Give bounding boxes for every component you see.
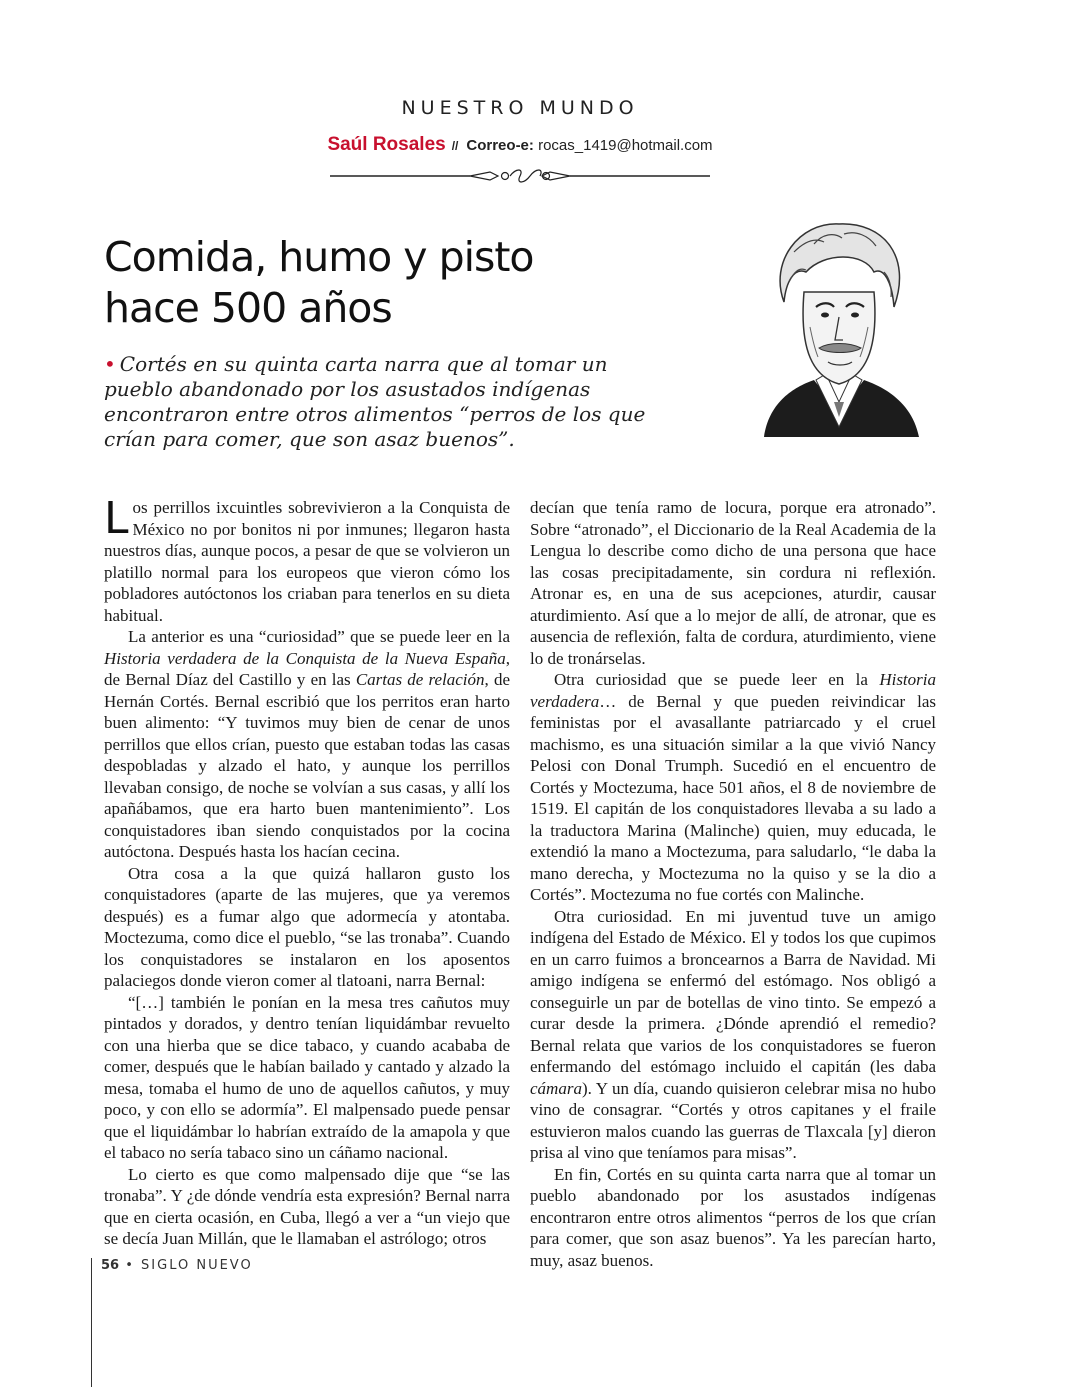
author-portrait-illustration xyxy=(744,212,934,437)
paragraph-6: Otra curiosidad que se puede leer en la Historia verdadera… de Bernal y que pueden reivindicar las feministas por el avasallante patriarcado y el cruel machismo, es una situación similar a la que vivió Nancy Pelosi con Donal Trumph. Sucedió en el encuentro de Cortés y Moctezuma, hace 501 años, el 8 de noviembre de 1519. El capitán de los conquistadores llevaba a su lado a la traductora Marina (Malinche) quien, muy educada, le extendió la mano a Moctezuma, para saludarlo, “le daba la mano derecha, y Moctezuma no la quiso y se la dio a Cortés”. Moctezuma no fue cortés con Malinche. xyxy=(530,670,936,904)
section-title: NUESTRO MUNDO xyxy=(401,97,639,119)
paragraph-8: En fin, Cortés en su quinta carta narra que al tomar un pueblo abandonado por los asustados indígenas encontraron entre otros alimentos “perros de los que crían para comer, que son asaz buenos”. Ya les parecían harto, muy, asaz buenos. xyxy=(530,1164,936,1270)
emphasis: cámara xyxy=(530,1078,582,1098)
byline-separator: // xyxy=(451,139,459,153)
footer-dot: • xyxy=(125,1258,135,1273)
article-column-right xyxy=(530,497,936,1271)
footer-rule xyxy=(91,1258,92,1387)
author-email: rocas_1419@hotmail.com xyxy=(538,137,713,154)
book-title: Cartas de relación xyxy=(355,670,485,689)
paragraph-7: Otra curiosidad. En mi juventud tuve un amigo indígena del Estado de México. El y todos los que cupimos en un carro fuimos a broncearnos a Barra de Navidad. Mi amigo indígena se enfermó del estómago. Nos obligó a conseguirle un par de botellas de vino tinto. Se empezó a curar desde la primera. ¿Dónde aprendió el remedio? Bernal relata que varios de los conquistadores se fueron enfermando del estómago incluido el capitán (les daba cámara). Y un día, cuando quisieron celebrar misa no hubo vino de consagrar. “Cortés y otros capitanes y el fraile estuvieron malos cuando las guerras de Tlaxcala [y] dieron prisa al vino que teníamos para misas”. xyxy=(530,906,936,1162)
paragraph-2: La anterior es una “curiosidad” que se puede leer en la Historia verdadera de la Conquista de la Nueva España, de Bernal Díaz del Castillo y en las Cartas de relación, de Hernán Cortés. Bernal escribió que los perritos eran harto buen alimento: “Y tuvimos muy bien de cenar de unos perrillos que ellos crían, puesto que estaban todas las casas despobladas y alzado el hato, y aunque los perrillos llevaban consigo, de noche se volvían a sus casas, y allí los apañábamos, que era harto buen mantenimiento”. Los conquistadores iban siendo conquistados por la cocina autóctona. Después hasta los hacían cecina. xyxy=(104,627,510,861)
book-title: Historia verdadera xyxy=(530,670,936,711)
article-lede xyxy=(104,352,664,452)
paragraph-5-continued: decían que tenía ramo de locura, porque era atronado”. Sobre “atronado”, el Diccionario de la Real Academia de la Lengua lo describe como dicho de una persona que hace las cosas precipitadamente, sin cordura ni reflexión. Atronar es, en una de sus acepciones, aturdir, causar aturdimiento. Así que a lo mejor de allí, de atronar, que es ausencia de reflexión, falta de cordura, aturdimiento, viene lo de tronárselas. xyxy=(530,498,936,668)
article-title-line-2: hace 500 años xyxy=(104,284,392,332)
page-footer xyxy=(101,1258,253,1273)
page-number: 56 xyxy=(101,1258,120,1273)
paragraph-3: Otra cosa a la que quizá hallaron gusto los conquistadores (aparte de las mujeres, que ya veremos después) es a fumar algo que adormecía y atontaba. Moctezuma, como dice el pueblo, “se las tronaba”. Cuando los conquistadores se instalaron en los aposentos palaciegos donde vieron comer al tlatoani, narra Bernal: xyxy=(104,863,510,990)
article-column-left xyxy=(104,493,510,1250)
publication-name: SIGLO NUEVO xyxy=(141,1258,253,1273)
book-title: Historia verdadera de la Conquista de la Nueva España xyxy=(104,648,506,668)
paragraph-5: Lo cierto es que como malpensado dije que “se las tronaba”. Y ¿de dónde vendría esta expresión? Bernal narra que en cierta ocasión, en Cuba, llegó a ver a “un viejo que se decía Juan Millán, que le llamaban el astrólogo; otros xyxy=(104,1164,510,1248)
email-label: Correo-e: xyxy=(466,137,534,154)
lede-bullet-icon: • xyxy=(104,352,116,376)
paragraph-4-quote: “[…] también le ponían en la mesa tres cañutos muy pintados y dorados, y dentro tenían liquidámbar revuelto con una hierba que se dice tabaco, y cuando acababa de comer, después que le habían bailado y cantado y alzado la mesa, tomaba el humo de uno de aquellos cañutos, y muy poco, y con ello se adormía”. El malpensado puede pensar que el liquidámbar lo habrían extraído de la amapola y que el tabaco no sería tabaco sino un cáñamo nacional. xyxy=(104,992,510,1162)
author-name: Saúl Rosales xyxy=(327,134,446,155)
article-title-line-1: Comida, humo y pisto xyxy=(104,233,534,281)
article-title xyxy=(104,232,664,334)
lede-text: Cortés en su quinta carta narra que al tomar un pueblo abandonado por los asustados indígenas encontraron entre otros alimentos “perros de los que crían para comer, que son asaz buenos”. xyxy=(104,352,646,451)
ornament-divider-icon xyxy=(330,166,710,186)
byline xyxy=(0,134,1040,156)
drop-cap: L xyxy=(104,493,129,544)
paragraph-1: Los perrillos ixcuintles sobrevivieron a la Conquista de México no por bonitos ni por inmunes; llegaron hasta nuestros días, aunque pocos, a pesar de que se volvieron un platillo normal para los europeos que vieron cómo los pobladores autóctonos los criaban para tenerlos en su dieta habitual. xyxy=(104,493,510,625)
